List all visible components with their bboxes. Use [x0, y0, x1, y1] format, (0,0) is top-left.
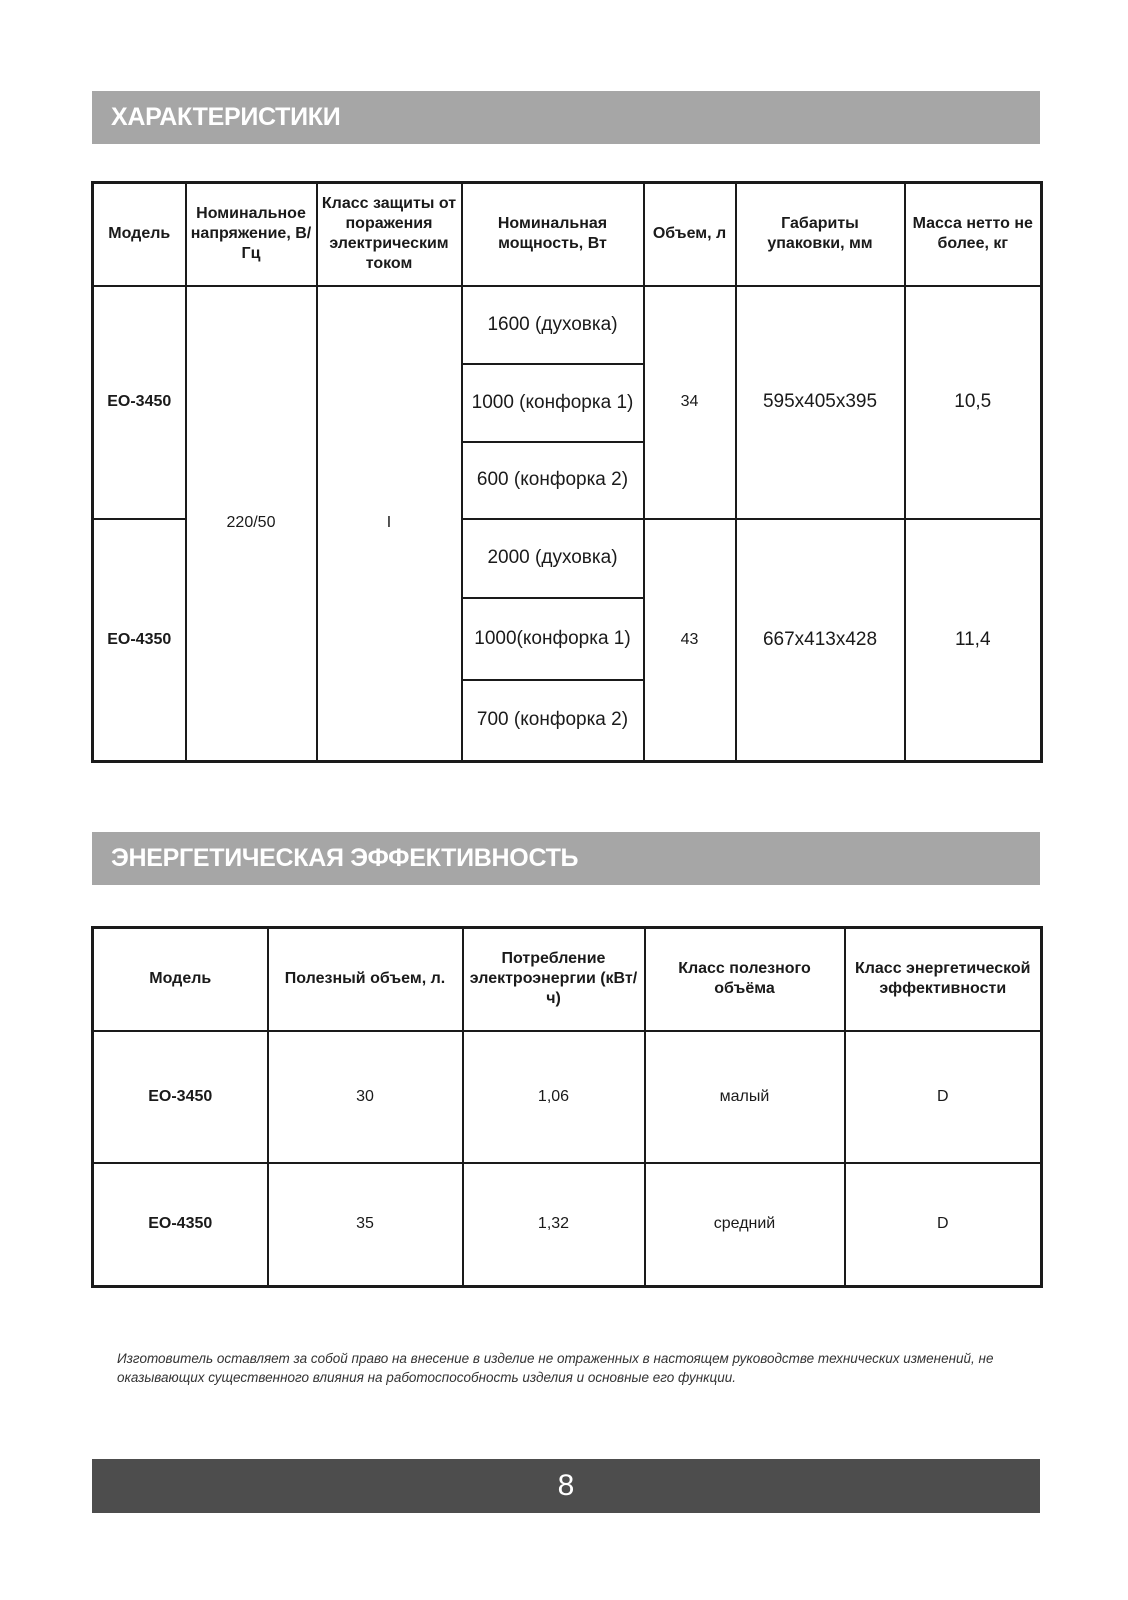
energy-efficiency-table [91, 926, 1043, 1288]
power-cell: 1600 (духовка) [462, 286, 644, 364]
consumption-cell: 1,06 [463, 1031, 645, 1163]
mass-cell: 11,4 [905, 519, 1042, 762]
useful-volume-cell: 35 [268, 1163, 463, 1287]
power-cell: 1000(конфорка 1) [462, 598, 644, 680]
useful-volume-cell: 30 [268, 1031, 463, 1163]
power-cell: 2000 (духовка) [462, 519, 644, 598]
volume-class-cell: средний [645, 1163, 845, 1287]
header-efficiency-class: Класс энергетической эффективности [845, 928, 1042, 1031]
table-row [93, 286, 1042, 364]
page-number: 8 [92, 1459, 1040, 1513]
volume-cell: 43 [644, 519, 736, 762]
manufacturer-disclaimer: Изготовитель оставляет за собой право на внесение в изделие не отраженных в настоящем руководстве технических изменений, не оказывающих существенного влияния на работоспособность изделия и основные его функции. [117, 1351, 994, 1385]
header-consumption: Потребление электроэнергии (кВт/ч) [463, 928, 645, 1031]
model-cell: EO-3450 [93, 286, 186, 519]
volume-class-cell: малый [645, 1031, 845, 1163]
volume-cell: 34 [644, 286, 736, 519]
header-useful-volume: Полезный объем, л. [268, 928, 463, 1031]
power-cell: 1000 (конфорка 1) [462, 364, 644, 442]
header-dimensions: Габариты упаковки, мм [736, 183, 905, 286]
header-model: Модель [93, 928, 268, 1031]
table-row [93, 1163, 1042, 1287]
model-cell: EO-3450 [93, 1031, 268, 1163]
energy-header-row [93, 928, 1042, 1031]
mass-cell: 10,5 [905, 286, 1042, 519]
protection-class-cell: I [317, 286, 462, 762]
efficiency-class-cell: D [845, 1163, 1042, 1287]
characteristics-title-bar: ХАРАКТЕРИСТИКИ [92, 91, 1040, 144]
power-cell: 700 (конфорка 2) [462, 680, 644, 762]
specifications-table [91, 181, 1043, 763]
header-model: Модель [93, 183, 186, 286]
header-voltage: Номинальное напряжение, В/Гц [186, 183, 317, 286]
efficiency-class-cell: D [845, 1031, 1042, 1163]
header-protection-class: Класс защиты от поражения электрическим током [317, 183, 462, 286]
power-cell: 600 (конфорка 2) [462, 442, 644, 519]
header-volume: Объем, л [644, 183, 736, 286]
header-power: Номинальная мощность, Вт [462, 183, 644, 286]
dimensions-cell: 667x413x428 [736, 519, 905, 762]
specifications-header-row [93, 183, 1042, 286]
header-mass: Масса нетто не более, кг [905, 183, 1042, 286]
header-volume-class: Класс полезного объёма [645, 928, 845, 1031]
energy-efficiency-title-bar: ЭНЕРГЕТИЧЕСКАЯ ЭФФЕКТИВНОСТЬ [92, 832, 1040, 885]
model-cell: EO-4350 [93, 519, 186, 762]
model-cell: EO-4350 [93, 1163, 268, 1287]
voltage-cell: 220/50 [186, 286, 317, 762]
table-row [93, 1031, 1042, 1163]
consumption-cell: 1,32 [463, 1163, 645, 1287]
dimensions-cell: 595x405x395 [736, 286, 905, 519]
